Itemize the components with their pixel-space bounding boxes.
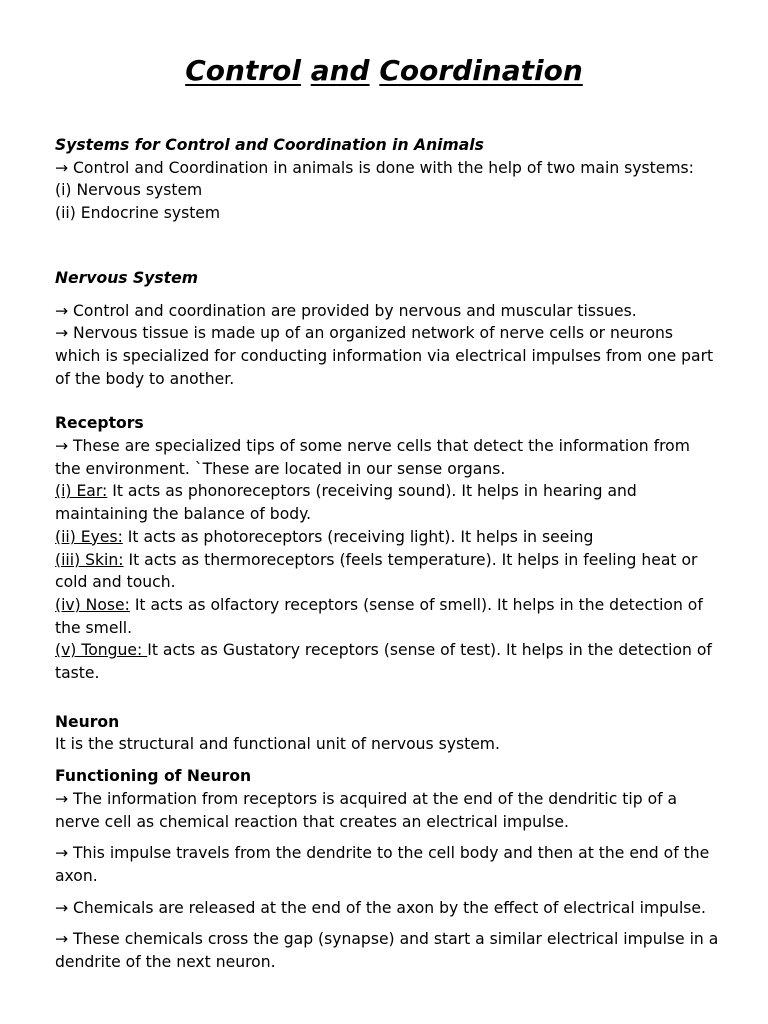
receptor-text-ear: It acts as phonoreceptors (receiving sound). It helps in hearing and maintaining the balance of body. (55, 482, 637, 524)
functioning-paragraph-3: → Chemicals are released at the end of the axon by the effect of electrical impulse. (55, 898, 706, 917)
receptors-section (55, 412, 720, 684)
receptor-label-skin: (iii) Skin: (55, 550, 124, 569)
nervous-system-section (55, 267, 720, 391)
nervous-paragraph-2: → Nervous tissue is made up of an organized network of nerve cells or neurons which is specialized for conducting information via electrical impulses from one part of the body to another. (55, 324, 714, 388)
functioning-section (55, 765, 720, 974)
document-body (55, 134, 720, 974)
neuron-heading: Neuron (55, 712, 120, 731)
receptor-label-ear: (i) Ear: (55, 482, 108, 501)
nervous-system-heading: Nervous System (55, 268, 198, 287)
receptor-item-skin (55, 549, 720, 594)
receptor-text-nose: It acts as olfactory receptors (sense of smell). It helps in the detection of the smell. (55, 595, 703, 637)
functioning-paragraph-2: → This impulse travels from the dendrite to the cell body and then at the end of the axon. (55, 844, 710, 885)
nervous-paragraph-1: → Control and coordination are provided by nervous and muscular tissues. (55, 301, 637, 320)
functioning-paragraph-4: → These chemicals cross the gap (synapse) and start a similar electrical impulse in a dendrite of the next neuron. (55, 930, 719, 972)
functioning-paragraph-1: → The information from receptors is acquired at the end of the dendritic tip of a nerve cell as chemical reaction that creates an electrical impulse. (55, 789, 678, 831)
functioning-heading: Functioning of Neuron (55, 767, 252, 786)
receptors-intro: → These are specialized tips of some nerve cells that detect the information from the environment. `These are located in our sense organs. (55, 437, 690, 478)
systems-item-nervous: (i) Nervous system (55, 181, 203, 200)
receptor-item-eyes (55, 526, 720, 549)
receptor-item-ear (55, 480, 720, 525)
title-word-control: Control (185, 54, 301, 87)
receptor-label-eyes: (ii) Eyes: (55, 527, 123, 546)
systems-heading: Systems for Control and Coordination in Animals (55, 136, 484, 154)
neuron-definition: It is the structural and functional unit of nervous system. (55, 735, 500, 754)
receptor-label-tongue: (v) Tongue: (55, 641, 148, 660)
receptor-text-skin: It acts as thermoreceptors (feels temperature). It helps in feeling heat or cold and touch. (55, 550, 698, 592)
page-title (0, 52, 768, 90)
receptor-text-tongue: It acts as Gustatory receptors (sense of test). It helps in the detection of taste. (55, 641, 712, 683)
systems-item-endocrine: (ii) Endocrine system (55, 204, 221, 223)
receptor-label-nose: (iv) Nose: (55, 595, 130, 614)
systems-intro: → Control and Coordination in animals is done with the help of two main systems: (55, 158, 694, 177)
title-word-coordination: Coordination (379, 54, 583, 87)
receptor-item-tongue (55, 639, 720, 684)
receptor-item-nose (55, 594, 720, 639)
systems-section (55, 134, 720, 225)
receptors-heading: Receptors (55, 414, 144, 433)
neuron-section (55, 711, 720, 756)
receptor-text-eyes: It acts as photoreceptors (receiving light). It helps in seeing (122, 527, 594, 546)
title-word-and: and (310, 54, 370, 87)
